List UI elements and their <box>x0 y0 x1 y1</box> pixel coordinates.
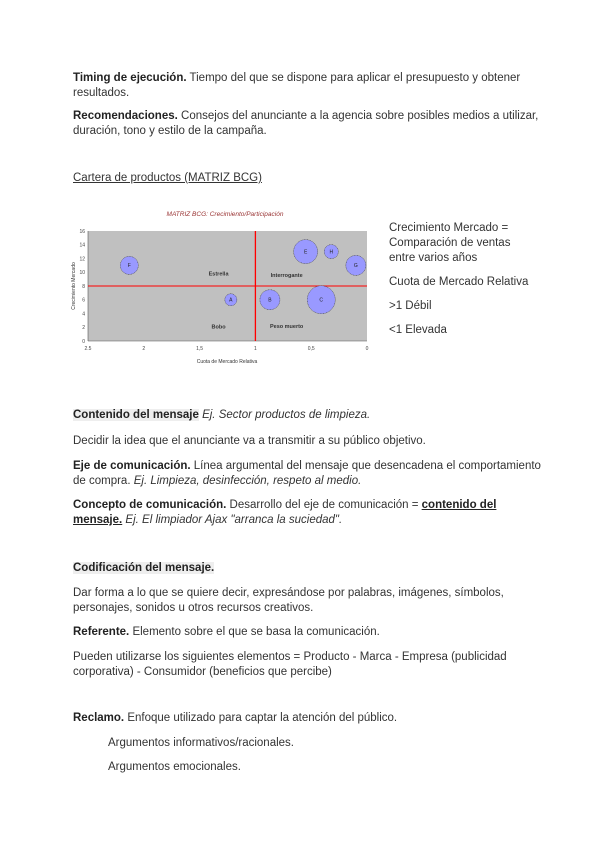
eje-title: Eje de comunicación. <box>73 460 191 472</box>
reclamo-title: Reclamo. <box>73 712 125 724</box>
x-tick-label: 0 <box>365 346 369 352</box>
bubble-label: H <box>329 249 334 256</box>
quadrant-label: Bobo <box>211 324 226 331</box>
eje-text: Línea argumental del mensaje que desencadena el comportamiento de compra. <box>73 460 541 487</box>
side-note-cuota: Cuota de Mercado Relativa <box>389 276 529 288</box>
concepto-title: Concepto de comunicación. <box>73 499 227 511</box>
contenido-example: Ej. Sector productos de limpieza. <box>198 409 371 421</box>
recomendaciones-text: Consejos del anunciante a la agencia sobre posibles medios a utilizar, duración, tono y estilo de la campaña. <box>73 110 539 137</box>
cartera-heading-text: Cartera de productos (MATRIZ BCG) <box>73 172 262 184</box>
chart-title: MATRIZ BCG: Crecimiento/Participación <box>166 211 284 218</box>
y-tick-label: 6 <box>82 297 85 304</box>
argumento-item: Argumentos informativos/racionales. <box>108 737 294 749</box>
x-tick-label: 0,5 <box>307 346 315 352</box>
timing-title: Timing de ejecución. <box>73 72 187 84</box>
x-tick-label: 2.5 <box>84 346 92 352</box>
concepto-text: Desarrollo del eje de comunicación = <box>226 499 422 511</box>
recomendaciones-paragraph <box>73 109 543 139</box>
x-tick-label: 1,5 <box>196 346 204 352</box>
referente-paragraph <box>73 625 543 640</box>
bcg-section <box>70 200 543 370</box>
contenido-paragraph <box>73 408 543 423</box>
x-tick-label: 2 <box>142 346 146 352</box>
side-note-elevada: <1 Elevada <box>389 324 447 336</box>
eje-example: Ej. Limpieza, desinfección, respeto al medio. <box>130 475 362 487</box>
quadrant-label: Peso muerto <box>269 323 304 330</box>
referente-text: Elemento sobre el que se basa la comunicación. <box>129 626 380 638</box>
concepto-paragraph <box>73 498 543 528</box>
argumento-item: Argumentos emocionales. <box>108 761 241 773</box>
eje-paragraph <box>73 459 543 489</box>
document-body <box>73 71 543 775</box>
side-notes <box>389 200 539 347</box>
bubble-label: A <box>229 297 233 304</box>
y-tick-label: 8 <box>82 283 85 290</box>
dar-forma-paragraph: Dar forma a lo que se quiere decir, expresándose por palabras, imágenes, símbolos, personajes, sonidos u otros recursos creativos. <box>73 587 504 614</box>
y-tick-label: 0 <box>82 338 85 345</box>
y-tick-label: 16 <box>79 228 85 235</box>
y-tick-label: 4 <box>82 311 85 318</box>
contenido-title: Contenido del mensaje <box>73 409 199 421</box>
bubble-label: B <box>268 297 272 304</box>
recomendaciones-title: Recomendaciones. <box>73 110 178 122</box>
bubble-label: E <box>303 249 308 256</box>
bubble-label: G <box>353 263 358 270</box>
timing-paragraph <box>73 71 543 101</box>
codificacion-title: Codificación del mensaje. <box>73 562 215 574</box>
concepto-example: Ej. El limpiador Ajax "arranca la suciedad". <box>122 514 343 526</box>
bcg-chart <box>70 200 380 370</box>
codificacion-heading <box>73 561 543 576</box>
reclamo-text: Enfoque utilizado para captar la atención del público. <box>124 712 398 724</box>
timing-text: Tiempo del que se dispone para aplicar el presupuesto y obtener resultados. <box>73 72 521 99</box>
concepto-link: contenido del mensaje. <box>73 499 497 526</box>
cartera-heading <box>73 171 543 186</box>
y-tick-label: 2 <box>82 325 85 332</box>
reclamo-paragraph <box>73 711 543 726</box>
referente-title: Referente. <box>73 626 130 638</box>
y-tick-label: 12 <box>79 256 85 263</box>
quadrant-label: Interrogante <box>270 273 303 280</box>
x-axis-label: Cuota de Mercado Relativa <box>196 359 258 365</box>
y-tick-label: 10 <box>79 270 85 277</box>
pueden-paragraph: Pueden utilizarse los siguientes elementos = Producto - Marca - Empresa (publicidad corporativa) - Consumidor (beneficios que percibe) <box>73 651 507 678</box>
y-tick-label: 14 <box>79 242 85 249</box>
y-axis-label: Crecimiento Mercado <box>71 262 77 310</box>
side-note-debil: >1 Débil <box>389 300 432 312</box>
side-note-crecimiento: Crecimiento Mercado = Comparación de ventas entre varios años <box>389 222 511 264</box>
bubble-label: C <box>319 297 324 304</box>
quadrant-label: Estrella <box>208 271 229 278</box>
x-tick-label: 1 <box>254 346 257 352</box>
bubble-label: F <box>127 263 131 270</box>
decidir-paragraph: Decidir la idea que el anunciante va a transmitir a su público objetivo. <box>73 435 426 447</box>
